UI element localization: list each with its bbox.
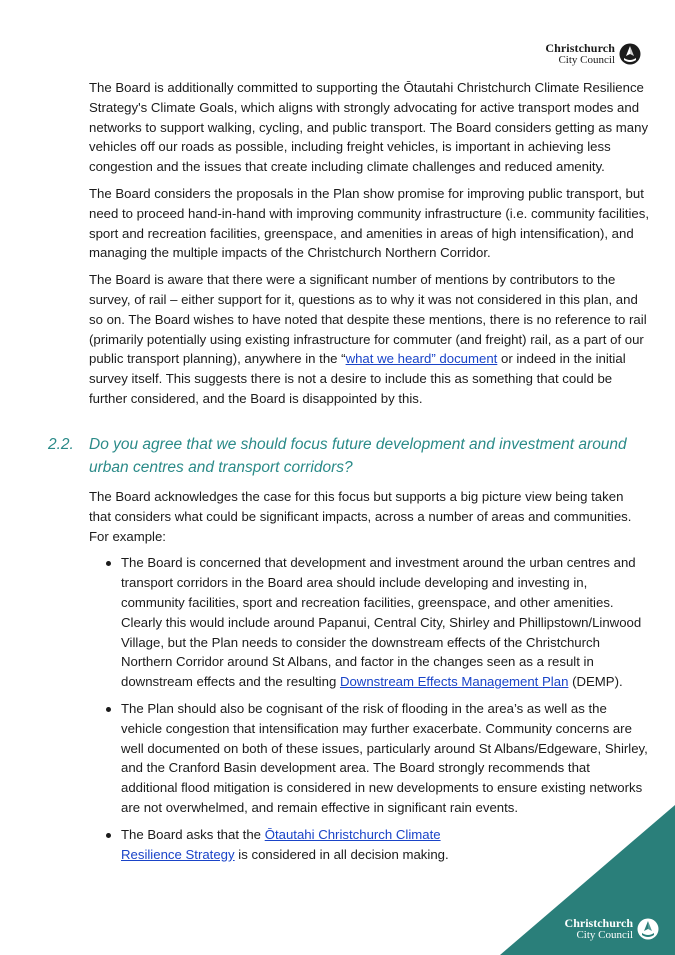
- list-item-text: The Plan should also be cognisant of the risk of flooding in the area’s as well as the vehicle congestion that intensification may further exacerbate. Community concerns are well documented on both of these issues, particularly around St Albans/Edgeware, Shirley, and the Cranford Basin development area. The Board strongly recommends that additional flood mitigation is considered in new developments to ensure existing networks are not overwhelmed, and remain effective in significant rain events.: [121, 700, 648, 815]
- section-heading: [48, 433, 658, 479]
- body-section-a: [89, 78, 649, 416]
- paragraph: The Board considers the proposals in the Plan show promise for improving public transport, but need to proceed hand-in-hand with improving community infrastructure (i.e. community facilities, sport and recreation facilities, greenspace, and amenities in areas of high intensification), and managing the multiple impacts of the Christchurch Northern Corridor.: [89, 185, 649, 261]
- bullet-icon: [106, 561, 111, 566]
- logo-sub: City Council: [558, 54, 615, 66]
- paragraph-text: or indeed in the initial survey itself. This suggests there is not a desire to include this as something that could be further considered, and the Board is disappointed by this.: [89, 351, 626, 406]
- section-number: 2.2.: [48, 436, 74, 453]
- link-text: Resilience Strategy: [121, 846, 235, 862]
- section-heading-text: Do you agree that we should focus future development and investment around urban centres and transport corridors?: [89, 436, 627, 476]
- list-item: [89, 699, 649, 818]
- logo-sub: City Council: [576, 929, 633, 941]
- council-logo-footer: [565, 917, 659, 941]
- logo-name: Christchurch: [545, 41, 615, 55]
- leaf-mark-icon: [619, 43, 641, 65]
- intro-paragraph: The Board acknowledges the case for this focus but supports a big picture view being taken that considers what could be significant impacts, across a number of areas and communities. For example:: [89, 489, 632, 544]
- list-item: [89, 553, 649, 692]
- list-item-text: is considered in all decision making.: [234, 846, 449, 862]
- leaf-mark-icon: [637, 918, 659, 940]
- demp-link[interactable]: Downstream Effects Management Plan: [339, 674, 569, 690]
- logo-name: Christchurch: [564, 916, 633, 930]
- list-item-text: The Board is concerned that development and investment around the urban centres and transport corridors in the Board area should include developing and investing in, community facilities, sport and recreation facilities, greenspace, and other amenities. Clearly this would include around Papanui, Central City, Shirley and Phillipstown/Linwood Village, but the Plan needs to consider the downstream effects of the Christchurch Northern Corridor around St Albans, and factor in the changes seen as a result in downstream effects and the resulting: [121, 555, 642, 690]
- bullet-icon: [106, 707, 111, 712]
- paragraph-text: The Board is aware that there were a significant number of mentions by contributors to the survey, of rail – either support for it, questions as to why it was not considered in this plan, and so on. The Board wishes to have noted that despite these mentions, there is no reference to rail (primarily potentially using existing infrastructure for commuter (and freight) rail, as a part of our public transport planning), anywhere in the “: [89, 272, 647, 367]
- council-logo-header: [545, 42, 641, 66]
- paragraph: The Board is additionally committed to supporting the Ōtautahi Christchurch Climate Resilience Strategy's Climate Goals, which aligns with strongly advocating for active transport modes and networks to support walking, cycling, and public transport. The Board considers getting as many vehicles off our roads as possible, including freight vehicles, is important in achieving less congestion and the issues that create including climate challenges and reduced amenity.: [89, 80, 649, 175]
- paragraph: [89, 270, 649, 409]
- list-item-text: (DEMP).: [568, 674, 623, 690]
- link-text: Ōtautahi Christchurch Climate: [264, 826, 441, 842]
- list-item-text: The Board asks that the: [121, 826, 265, 842]
- bullet-icon: [106, 833, 111, 838]
- what-we-heard-link[interactable]: what we heard” document: [345, 351, 498, 367]
